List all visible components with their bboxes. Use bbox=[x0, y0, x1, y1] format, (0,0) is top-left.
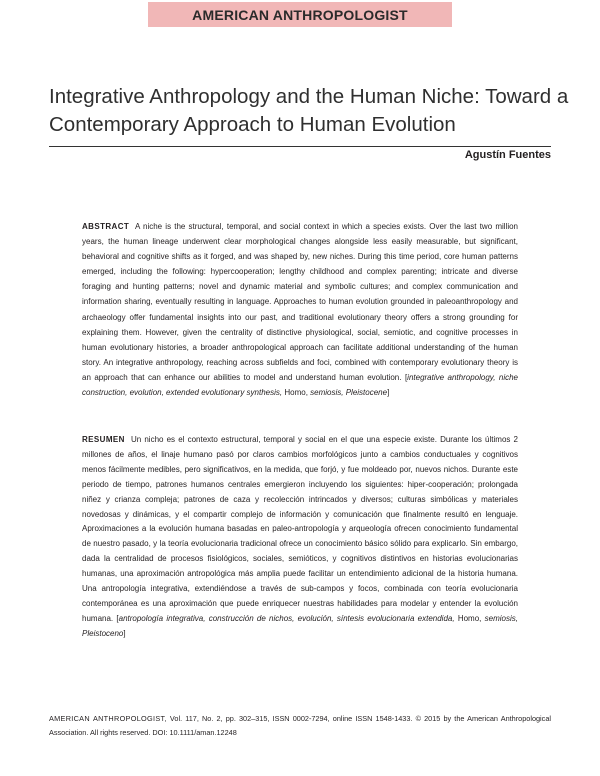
resumen-keywords-plain: Homo, bbox=[457, 613, 482, 623]
resumen-section bbox=[82, 433, 518, 642]
journal-name: AMERICAN ANTHROPOLOGIST bbox=[148, 2, 452, 27]
abstract-text: A niche is the structural, temporal, and social context in which a species exists. Over the last two million years, the human lineage underwent clear morphological changes alongside less easily measurable, but significant, behavioral and cognitive shifts as it forged, and was shaped by, new niches. During this time period, core human patterns emerged, including the following: hypercooperation; lengthy childhood and complex parenting; intricate and diverse foraging and hunting patterns; novel and dynamic material and symbolic cultures; and complex communication and information sharing, eventually resulting in language. Approaches to human evolution grounded in paleoanthropology and archaeology offer fundamental insights into our past, and traditional evolutionary theory offers a strong grounding for explaining them. However, given the centrality of distinctive physiological, social, semiotic, and cognitive processes in human evolutionary histories, a broader anthropological approach can facilitate additional understanding of the human story. An integrative anthropology, reaching across subfields and foci, combined with contemporary evolutionary theory is an approach that can enhance our abilities to model and understand human evolution. bbox=[82, 222, 518, 382]
abstract-label: ABSTRACT bbox=[82, 222, 130, 231]
resumen-keywords-open: [ bbox=[116, 613, 119, 623]
abstract-keywords-close: ] bbox=[387, 388, 390, 398]
abstract-keywords: integrative anthropology, niche construction, evolution, extended evolutionary synthesis, bbox=[82, 372, 519, 398]
resumen-keywords-close: ] bbox=[123, 628, 126, 638]
title-divider bbox=[49, 146, 551, 147]
article-title: Integrative Anthropology and the Human Niche: Toward a Contemporary Approach to Human Evolution bbox=[49, 85, 569, 136]
footer-citation: Vol. 117, No. 2, pp. 302–315, ISSN 0002-7294, online ISSN 1548-1433. © 2015 by the American Anthropological Association. All rights reserved. DOI: 10.1111/aman.12248 bbox=[49, 714, 552, 737]
journal-header-bar bbox=[0, 0, 600, 29]
resumen-keywords-tail: semiosis, Pleistoceno bbox=[82, 613, 518, 638]
abstract-keywords-plain: Homo, bbox=[284, 388, 308, 398]
resumen-label: RESUMEN bbox=[82, 435, 125, 444]
abstract-section bbox=[82, 219, 518, 400]
citation-footer bbox=[49, 712, 551, 739]
abstract-keywords-open: [ bbox=[404, 372, 408, 382]
resumen-keywords: antropología integrativa, construcción de nichos, evolución, síntesis evolucionaria extendida, bbox=[118, 613, 455, 623]
footer-journal-name: AMERICAN ANTHROPOLOGIST, bbox=[49, 714, 167, 723]
author-name: Agustín Fuentes bbox=[464, 149, 551, 161]
abstract-keywords-tail: semiosis, Pleistocene bbox=[310, 388, 388, 398]
resumen-text: Un nicho es el contexto estructural, temporal y social en el que una especie existe. Durante los últimos 2 millones de años, el linaje humano pasó por claros cambios morfológicos junto a cambios conductuales y cognitivos menos fácilmente medibles, pero significativos, en la medida, que forjó, y fue moldeado por, nuevos nichos. Durante este periodo de tiempo, patrones humanos centrales emergieron incluyendo los siguientes: hiper-cooperación; prolongada niñez y crianza compleja; patrones de caza y recolección intrincados y diversos; culturas simbólicas y materiales novedosas y dinámicas, y el compartir complejo de información y comunicación que finalmente resultó en lenguaje. Aproximaciones a la evolución humana basadas en paleo-antropología y arqueología ofrecen conocimiento fundamental de nuestro pasado, y la teoría evolucionaria tradicional ofrece un conocimiento básico sólido para explicarlo. Sin embargo, dada la centralidad de procesos fisiológicos, sociales, semióticos, y cognitivos distintivos en historias evolucionarias humanas, una aproximación antropológica más amplia puede facilitar un entendimiento adicional de la historia humana. Una antropología integrativa, extendiéndose a través de sub-campos y focos, combinada con teoría evolucionaria contemporánea es una aproximación que puede enriquecer nuestras habilidades para modelar y entender la evolución humana. bbox=[82, 435, 518, 623]
